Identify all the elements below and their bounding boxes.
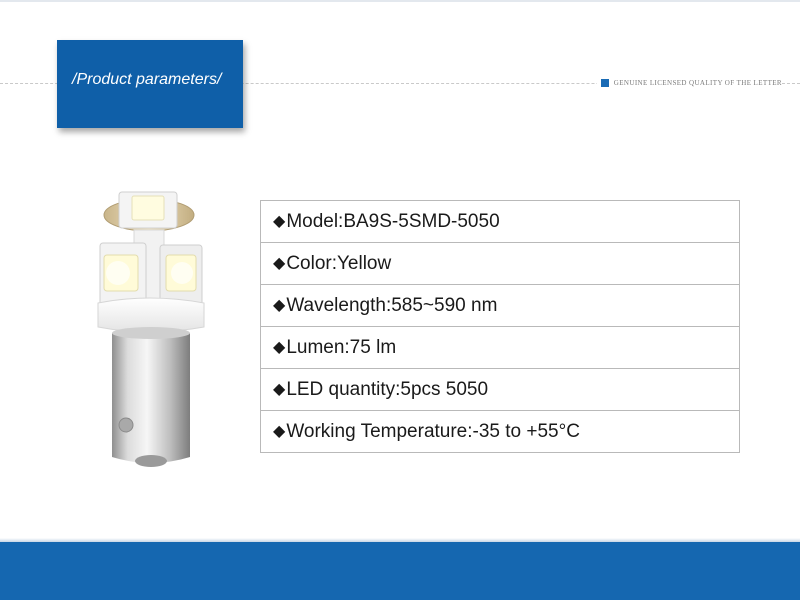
param-cell <box>261 243 740 285</box>
top-divider <box>0 0 800 2</box>
table-row <box>261 327 740 369</box>
diamond-bullet-icon: ◆ <box>273 422 286 440</box>
tagline <box>597 79 782 87</box>
table-row <box>261 243 740 285</box>
param-cell <box>261 285 740 327</box>
diamond-bullet-icon: ◆ <box>273 254 286 272</box>
param-model: Model:BA9S-5SMD-5050 <box>286 210 500 232</box>
table-row <box>261 369 740 411</box>
param-wavelength: Wavelength:585~590 nm <box>286 294 498 316</box>
param-color: Color:Yellow <box>286 252 392 274</box>
tagline-text: GENUINE LICENSED QUALITY OF THE LETTER <box>613 79 782 87</box>
table-row <box>261 411 740 453</box>
footer-bar <box>0 542 800 600</box>
diamond-bullet-icon: ◆ <box>273 380 286 398</box>
table-row <box>261 201 740 243</box>
diamond-bullet-icon: ◆ <box>273 338 286 356</box>
section-title: /Product parameters/ <box>72 71 222 88</box>
diamond-bullet-icon: ◆ <box>273 212 286 230</box>
diamond-bullet-icon: ◆ <box>273 296 286 314</box>
led-bulb-icon <box>92 185 212 475</box>
param-cell <box>261 201 740 243</box>
square-icon <box>601 79 609 87</box>
param-led-quantity: LED quantity:5pcs 5050 <box>286 378 489 400</box>
table-row <box>261 285 740 327</box>
param-working-temperature: Working Temperature:-35 to +55°C <box>286 420 580 442</box>
section-title-box <box>57 40 243 128</box>
param-cell <box>261 411 740 453</box>
param-cell <box>261 327 740 369</box>
product-parameters-table <box>260 200 740 453</box>
param-lumen: Lumen:75 lm <box>286 336 397 358</box>
param-cell <box>261 369 740 411</box>
